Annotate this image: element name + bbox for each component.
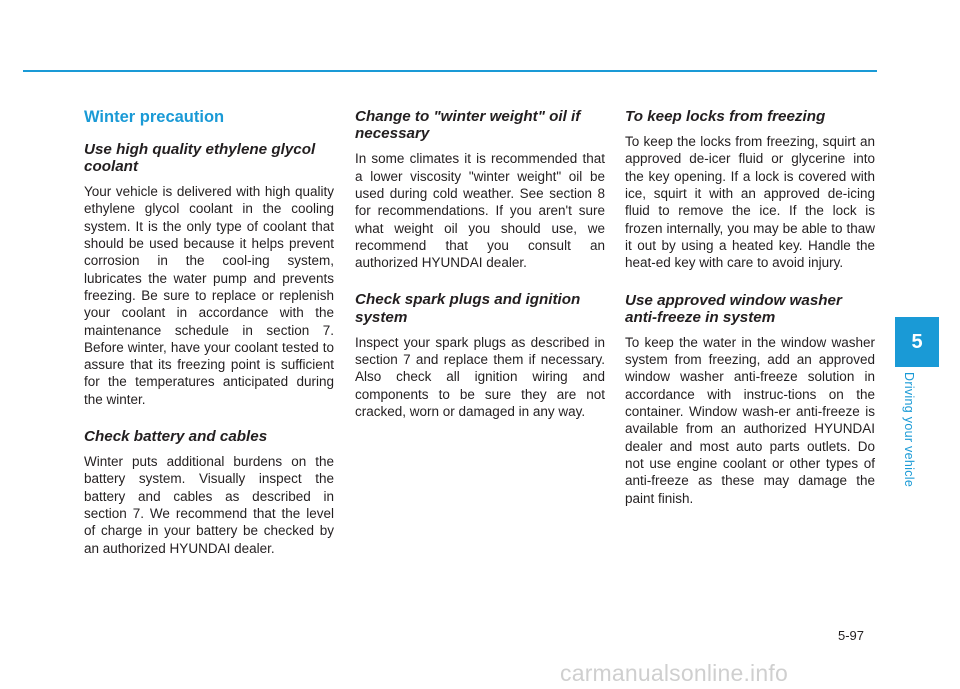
subheading-spark-plugs: Check spark plugs and ignition system	[355, 291, 581, 326]
subheading-locks: To keep locks from freezing	[625, 108, 826, 125]
chapter-side-label: Driving your vehicle	[902, 372, 916, 488]
header-rule	[23, 70, 877, 72]
paragraph-coolant: Your vehicle is delivered with high quality ethylene glycol coolant in the cooling system. It is the only type of coolant that should be used because it helps prevent corrosion in the cool-ing system, lubricates the water pump and prevents freezing. Be sure to replace or replenish your coolant in accordance with the maintenance schedule in section 7. Before winter, have your coolant tested to assure that its freezing point is sufficient for the temperatures anticipated during the winter.	[84, 184, 334, 407]
section-title: Winter precaution	[84, 108, 225, 126]
chapter-tab: 5	[895, 317, 939, 367]
column-3	[625, 108, 875, 527]
paragraph-locks: To keep the locks from freezing, squirt an approved de-icer fluid or glycerine into the key opening. If a lock is covered with ice, squirt it with an approved de-icing fluid to remove the ice. If the lock is frozen internally, you may be able to thaw it out by using a heated key. Handle the heat-ed key with care to avoid injury.	[625, 134, 875, 271]
paragraph-oil: In some climates it is recommended that a lower viscosity "winter weight" oil be used during cold weather. See section 8 for recommendations. If you aren't sure what weight oil you should use, we recommend that you consult an authorized HYUNDAI dealer.	[355, 151, 605, 271]
paragraph-battery: Winter puts additional burdens on the battery system. Visually inspect the battery and cables as described in section 7. We recommend that the level of charge in your battery be checked by an authorized HYUNDAI dealer.	[84, 454, 334, 556]
subheading-washer: Use approved window washer anti-freeze in system	[625, 291, 842, 326]
column-2	[355, 108, 605, 440]
subheading-oil: Change to "winter weight" oil if necessary	[355, 108, 581, 143]
column-1	[84, 108, 334, 577]
subheading-battery: Check battery and cables	[84, 428, 268, 445]
subheading-coolant: Use high quality ethylene glycol coolant	[84, 140, 316, 175]
page-number: 5-97	[838, 628, 865, 643]
paragraph-washer: To keep the water in the window washer system from freezing, add an approved window washer anti-freeze solution in accordance with instruc-tions on the container. Window wash-er anti-freeze is available from an authorized HYUNDAI dealer and most auto parts outlets. Do not use engine coolant or other types of anti-freeze as these may damage the paint finish.	[625, 334, 875, 506]
watermark: carmanualsonline.info	[560, 660, 788, 686]
paragraph-spark-plugs: Inspect your spark plugs as described in section 7 and replace them if necessary. Also check all ignition wiring and components to be sure they are not cracked, worn or damaged in any way.	[355, 334, 605, 419]
